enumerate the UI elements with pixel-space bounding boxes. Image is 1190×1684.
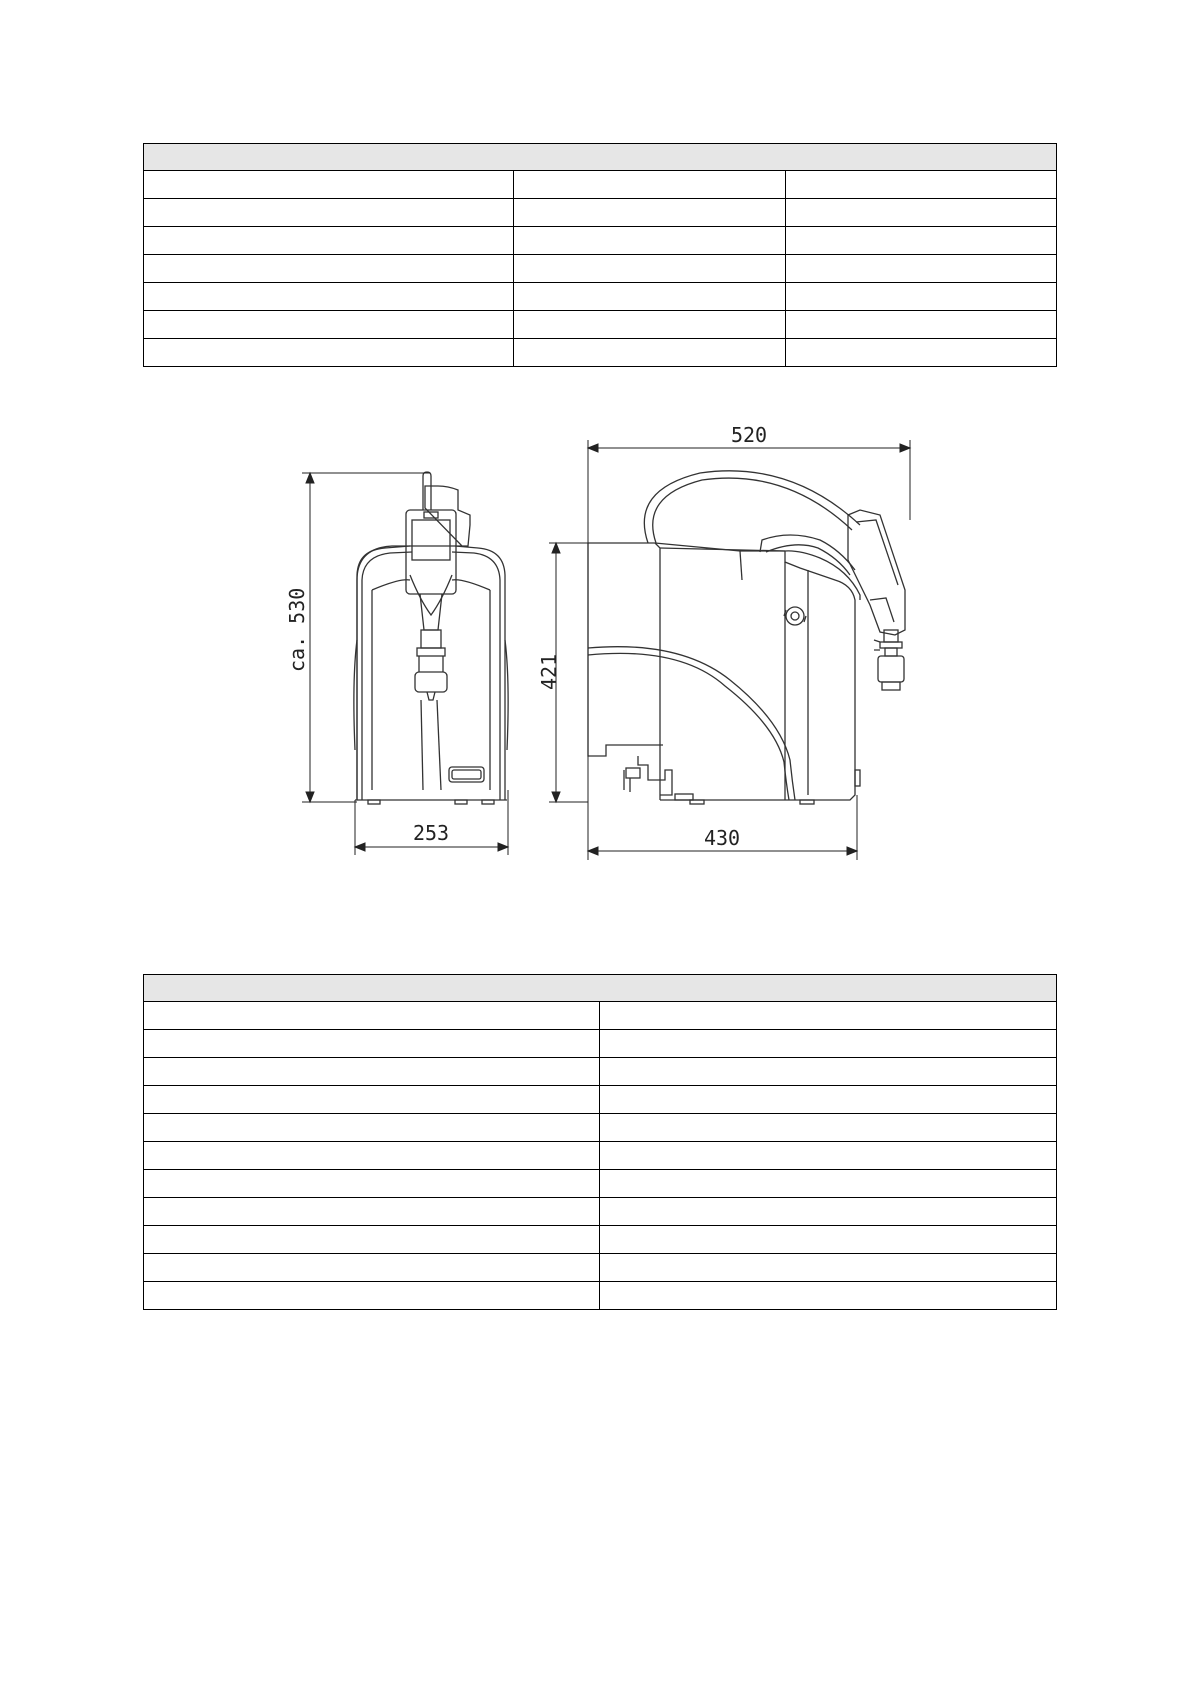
table-cell [144,1086,600,1114]
table-cell [600,1282,1057,1310]
spec-table-2 [143,974,1057,1310]
table-row [144,1002,1057,1030]
front-view [354,472,508,804]
front-width-label: 253 [412,821,450,845]
side-view [588,471,905,804]
side-height-label: 421 [537,653,561,690]
table-cell [600,1086,1057,1114]
table-cell [144,1170,600,1198]
table-header-cell [144,975,1057,1002]
side-bottom-width-label: 430 [703,826,741,850]
table-cell [144,1198,600,1226]
table-cell [144,1002,600,1030]
table-row [144,1282,1057,1310]
table-row [144,1254,1057,1282]
table-row [144,1086,1057,1114]
table-row [144,1142,1057,1170]
table-cell [144,1226,600,1254]
table-cell [600,1170,1057,1198]
table-cell [144,1114,600,1142]
front-height-label: ca. 530 [285,587,309,672]
side-dimensions [549,440,910,860]
side-top-width-label: 520 [730,423,768,447]
table-cell [600,1002,1057,1030]
table-row [144,1030,1057,1058]
table-header-row [144,975,1057,1002]
table-cell [600,1142,1057,1170]
table-cell [600,1030,1057,1058]
table-cell [144,1030,600,1058]
table-row [144,1170,1057,1198]
table-cell [144,1142,600,1170]
table-row [144,1058,1057,1086]
table-cell [144,1254,600,1282]
table-cell [144,1282,600,1310]
table-row [144,1114,1057,1142]
table-cell [600,1058,1057,1086]
table-row [144,1226,1057,1254]
table-cell [600,1114,1057,1142]
table-row [144,1198,1057,1226]
front-dimensions [302,473,508,855]
table-cell [600,1198,1057,1226]
table-cell [144,1058,600,1086]
table-cell [600,1254,1057,1282]
table-cell [600,1226,1057,1254]
